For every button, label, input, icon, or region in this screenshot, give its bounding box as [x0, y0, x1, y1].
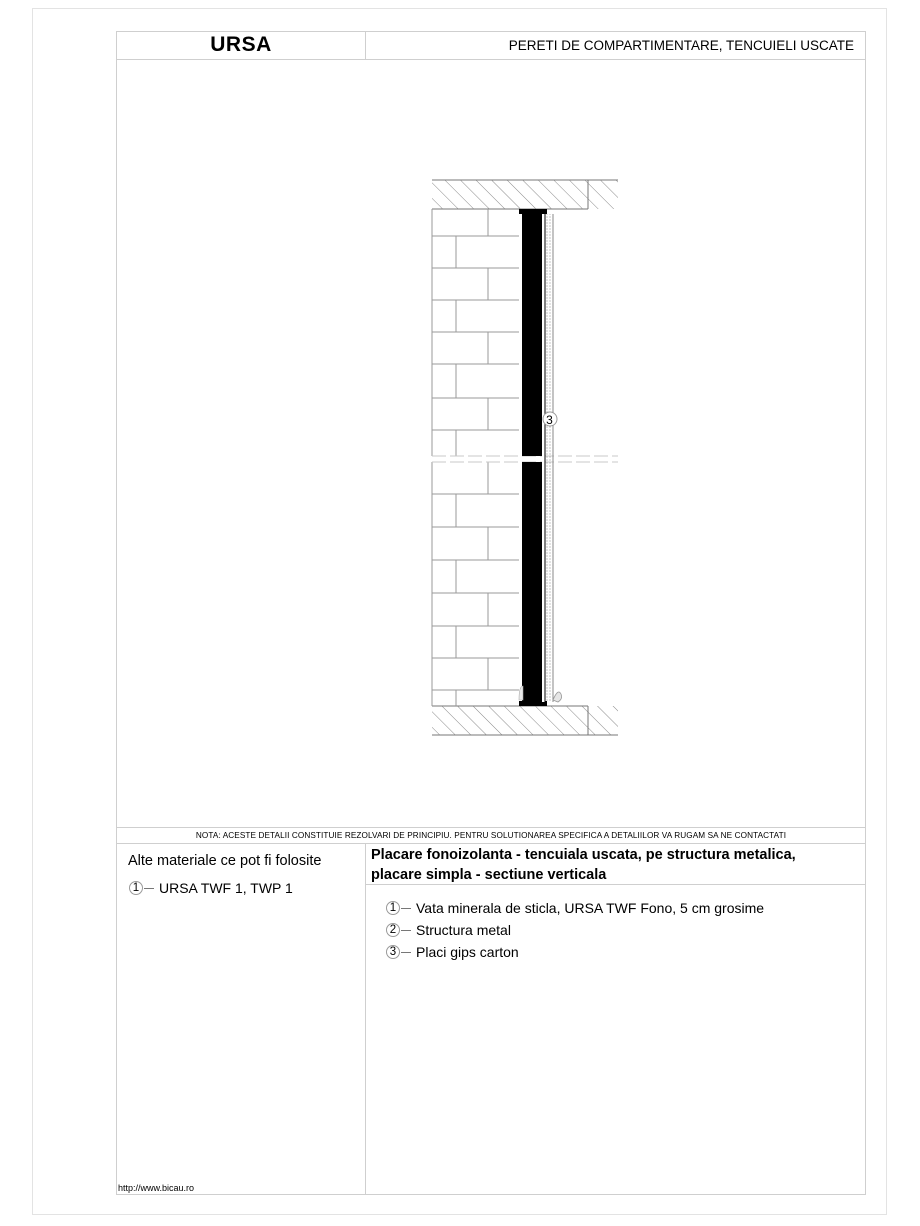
- break-line: [430, 456, 620, 462]
- item-text: Placi gips carton: [416, 944, 519, 960]
- item-text: Structura metal: [416, 922, 511, 938]
- item-text: Vata minerala de sticla, URSA TWF Fono, 5 cm grosime: [416, 900, 765, 916]
- gypsum-board: [546, 214, 553, 702]
- callout-3-label: 3: [546, 413, 553, 427]
- item-number-badge: 1: [386, 901, 400, 915]
- sealant-bead: [553, 692, 562, 702]
- item-number-badge: 1: [129, 881, 143, 895]
- sealant-bead-left: [519, 686, 523, 700]
- item-number-badge: 3: [386, 945, 400, 959]
- leader-line: [401, 930, 411, 931]
- detail-title-line-1: Placare fonoizolanta - tencuiala uscata, pe structura metalica,: [371, 847, 796, 863]
- item-text: URSA TWF 1, TWP 1: [159, 880, 293, 896]
- item-number-badge: 2: [386, 923, 400, 937]
- website-link[interactable]: http://www.bicau.ro: [118, 1183, 195, 1193]
- legend-item: [386, 899, 764, 917]
- legend-item: [386, 921, 511, 939]
- alternatives-title: Alte materiale ce pot fi folosite: [128, 853, 322, 869]
- bottom-concrete-slab: [432, 706, 618, 735]
- document-title: PERETI DE COMPARTIMENTARE, TENCUIELI USCATE: [508, 37, 854, 53]
- detail-title: [371, 845, 861, 885]
- top-concrete-slab: [432, 180, 618, 209]
- brand-logo-text: URSA: [210, 33, 272, 56]
- leader-line: [401, 952, 411, 953]
- detail-title-line-2: placare simpla - sectiune verticala: [371, 867, 607, 883]
- leader-line: [401, 908, 411, 909]
- legend-item: [386, 943, 519, 961]
- alternatives-item: [129, 879, 293, 897]
- disclaimer-note: NOTA: ACESTE DETALII CONSTITUIE REZOLVARI DE PRINCIPIU. PENTRU SOLUTIONAREA SPECIFICA A DETALIILOR VA RUGAM SA NE CONTACTATI: [195, 830, 787, 840]
- leader-line: [144, 888, 154, 889]
